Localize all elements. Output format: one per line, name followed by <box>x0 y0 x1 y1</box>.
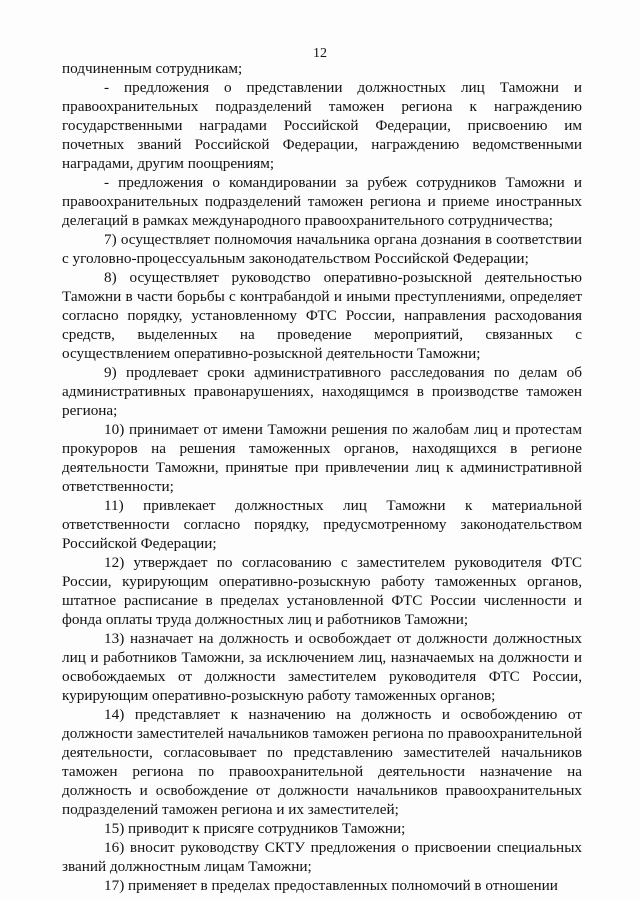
paragraph-item-7: 7) осуществляет полномочия начальника органа дознания в соответствии с уголовно-процессуальным законодательством Российской Федерации; <box>62 231 582 267</box>
paragraph-awards-proposal: - предложения о представлении должностных лиц Таможни и правоохранительных подразделений таможен региона к награждению государственными наградами Российской Федерации, присвоению им почетных званий Российской Федерации, награждению ведомственными наградами, другим поощрениям; <box>62 79 582 172</box>
paragraph-item-8: 8) осуществляет руководство оперативно-розыскной деятельностью Таможни в части борьбы с контрабандой и иными преступлениями, определяет согласно порядку, установленному ФТС России, направления расходования средств, выделенных на проведение мероприятий, связанных с осуществлением оперативно-розыскной деятельности Таможни; <box>62 269 582 362</box>
paragraph-item-14: 14) представляет к назначению на должность и освобождению от должности заместителей начальников таможен региона по правоохранительной деятельности, согласовывает по представлению заместителей начальников таможен региона по правоохранительной деятельности назначение на должность и освобождение от должности начальников правоохранительных подразделений таможен региона и их заместителей; <box>62 706 582 818</box>
paragraph-item-16: 16) вносит руководству СКТУ предложения о присвоении специальных званий должностным лицам Таможни; <box>62 839 582 875</box>
paragraph-business-trips-proposal: - предложения о командировании за рубеж сотрудников Таможни и правоохранительных подразделений таможен региона и приеме иностранных делегаций в рамках международного правоохранительного сотрудничества; <box>62 174 582 229</box>
document-body <box>62 59 582 895</box>
paragraph-item-9: 9) продлевает сроки административного расследования по делам об административных правонарушениях, находящимся в производстве таможен региона; <box>62 364 582 419</box>
paragraph-item-12: 12) утверждает по согласованию с заместителем руководителя ФТС России, курирующим оперативно-розыскную работу таможенных органов, штатное расписание в пределах установленной ФТС России численности и фонда оплаты труда должностных лиц и работников Таможни; <box>62 554 582 628</box>
paragraph-item-17: 17) применяет в пределах предоставленных полномочий в отношении <box>104 877 558 894</box>
paragraph-item-13: 13) назначает на должность и освобождает от должности должностных лиц и работников Таможни, за исключением лиц, назначаемых на должности и освобождаемых от должности заместителем руководителя ФТС России, курирующим оперативно-розыскную работу таможенных органов; <box>62 630 582 704</box>
paragraph-continuation: подчиненным сотрудникам; <box>62 60 243 77</box>
paragraph-item-15: 15) приводит к присяге сотрудников Таможни; <box>104 820 406 837</box>
paragraph-item-10: 10) принимает от имени Таможни решения по жалобам лиц и протестам прокуроров на решения таможенных органов, находящихся в регионе деятельности Таможни, принятые при привлечении лиц к административной ответственности; <box>62 421 582 495</box>
page-number: 12 <box>313 46 327 61</box>
paragraph-item-11: 11) привлекает должностных лиц Таможни к материальной ответственности согласно порядку, предусмотренному законодательством Российской Федерации; <box>62 497 582 552</box>
